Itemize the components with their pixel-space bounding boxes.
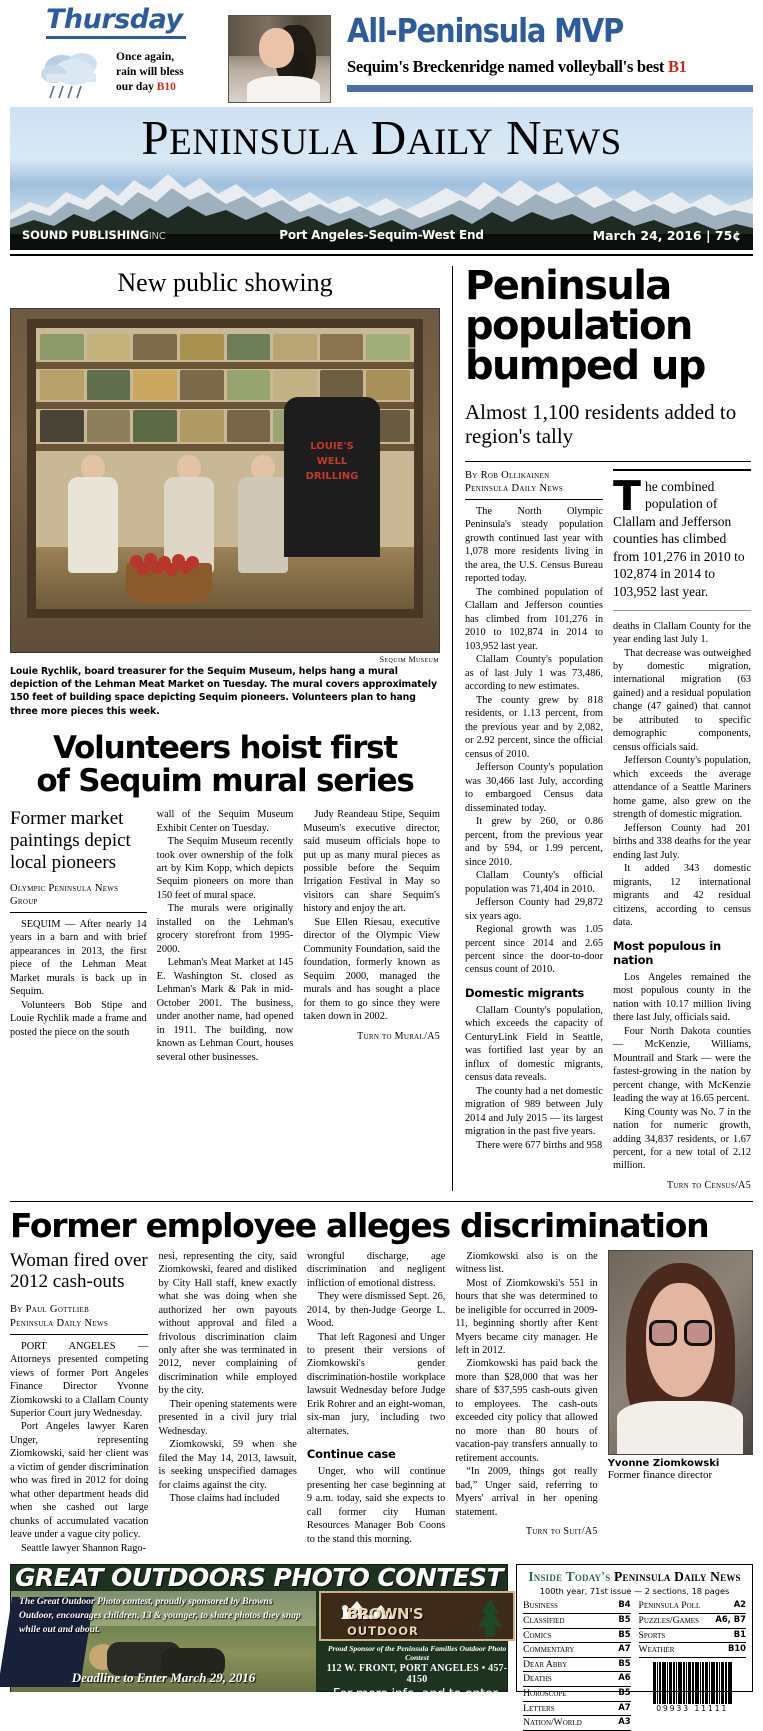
index-row[interactable]	[523, 1702, 630, 1717]
sports-promo-subtext	[347, 57, 753, 77]
ziomkowski-portrait	[608, 1250, 753, 1455]
index-row[interactable]	[523, 1629, 630, 1644]
browns-outdoor-logo[interactable]	[319, 1591, 515, 1641]
sports-promo-headline: All-Peninsula MVP	[347, 11, 624, 50]
masthead	[10, 107, 753, 250]
census-subhead-domestic: Domestic migrants	[465, 985, 585, 1000]
index-item-label: Peninsula Poll	[638, 1600, 701, 1612]
discrimination-subhead: Continue case	[306, 1447, 396, 1462]
discrimination-paragraph: Their opening statements were presented in a civil jury trial Wednesday.	[158, 1398, 297, 1437]
ad-deadline: Deadline to Enter March 29, 2016	[71, 1670, 256, 1686]
index-item-page: A3	[618, 1716, 631, 1727]
discrimination-headline: Former employee alleges discrimination	[10, 1205, 709, 1245]
mural-byline: Olympic Peninsula News Group	[10, 882, 119, 908]
census-paragraph: Regional growth was 1.05 percent since 2014 and 2.65 percent since the door-to-door census count of 2010.	[465, 924, 603, 976]
discrimination-turn-line[interactable]: Turn to Suit/A5	[525, 1526, 598, 1538]
census-paragraph: Jefferson County had 29,872 six years ago.	[465, 897, 603, 922]
census-deck: Almost 1,100 residents added to region's tally	[465, 400, 737, 449]
mural-photo-credit: Sequim Museum	[379, 655, 439, 664]
pine-tree-icon	[473, 1597, 507, 1639]
ad-cta-line-2[interactable]: visit peninsuladailynews.com	[327, 1702, 507, 1718]
discrimination-paragraph: That left Ragonesi and Unger to present their versions of Ziomkowski's gender discrimination-hostile workplace lawsuit Wednesday before Judge Erik Rohrer and an eight-woman, six-man jury, including two alternates.	[306, 1331, 446, 1437]
index-item-page: B1	[733, 1628, 746, 1639]
ad-copy: The Great Outdoor Photo contest, proudly sponsored by Browns Outdoor, encourages children, 13 & younger, to share photos they snap while out and about.	[19, 1596, 301, 1636]
browns-outdoor-wordmark	[347, 1607, 423, 1638]
discrimination-paragraph: PORT ANGELES — Attorneys presented competing views of former Port Angeles Finance Director Yvonne Ziomkowski to a Clallam County Superior Court jury Wednesday.	[10, 1340, 149, 1419]
census-column-1	[465, 469, 603, 1191]
census-paragraph: Clallam County's population as of last July 1 was 73,486, according to new estimates.	[465, 654, 603, 693]
census-paragraph: The combined population of Clallam and Jefferson counties has climbed from 101,276 in 2010 to 102,874 in 2014 to 103,952 last year.	[465, 586, 603, 652]
index-item-label: Horoscope	[523, 1687, 567, 1699]
mural-paragraph: wall of the Sequim Museum Exhibit Center on Tuesday.	[156, 809, 294, 834]
discrimination-paragraph: Unger, who will continue presenting her case beginning at 9 a.m. today, said she expects to call former city Human Resources Manager Bob Coons to the stand this morning.	[306, 1466, 446, 1545]
mural-paragraph: The murals were originally installed on the Lehman's grocery storefront from 1995-2000.	[156, 903, 294, 955]
census-subhead-populous: Most populous in nation	[613, 938, 722, 967]
discrimination-byline-author: By Paul Gottlieb	[10, 1304, 90, 1316]
index-title	[523, 1569, 746, 1585]
ad-cta[interactable]	[319, 1687, 515, 1718]
masthead-bottom-rule	[10, 254, 753, 256]
sports-promo-sub-label: Sequim's Breckenridge named volleyball's best	[347, 57, 665, 76]
discrimination-paragraph: Those claims had included	[169, 1493, 280, 1505]
mural-headline-line2: of Sequim mural series	[36, 762, 414, 799]
mural-paragraph: Sue Ellen Riesau, executive director of the Olympic View Community Foundation, said the foundation, formerly known as Sequim 2000, managed the murals and has sought a place for them to go since they were taken down in 2002.	[303, 916, 441, 1023]
mural-paragraph: Judy Reandeau Stipe, Sequim Museum's executive director, said museum officials hope to put up as many mural pieces as possible before the Sequim Irrigation Festival in May so visitors can share Sequim's history and enjoy the art.	[303, 809, 441, 915]
volleyball-player-photo	[228, 15, 331, 103]
mural-story	[10, 266, 453, 1191]
index-item-label: Comics	[523, 1629, 552, 1641]
index-item-page: B5	[618, 1613, 631, 1624]
weather-page-ref[interactable]: B10	[156, 81, 176, 94]
census-byline-rule	[465, 499, 603, 500]
discrimination-paragraph: Seattle lawyer Shannon Rago-	[21, 1542, 146, 1554]
masthead-title-n: N	[506, 110, 543, 165]
discrimination-paragraph: Most of Ziomkowski's 551 in hours that she was determined to be ineligible for occurred in 2009-11, beginning shortly after Kent Myers became city manager. He left in 2012.	[455, 1277, 598, 1356]
mural-paragraph: SEQUIM — After nearly 14 years in a barn and with brief appearances in 2013, the first piece of the Lehman Meat Market murals is back up in Sequim.	[10, 918, 147, 998]
index-item-label: Commentary	[523, 1644, 575, 1656]
discrimination-paragraph: They were dismissed Sept. 26, 2014, by then-Judge George L. Wood.	[306, 1291, 446, 1330]
index-title-inside: Inside Today's	[528, 1569, 611, 1585]
census-pullquote-text: he combined population of Clallam and Jefferson counties has climbed from 101,276 in 2010 to 102,874 in 2014 to 103,952 last year.	[613, 478, 745, 599]
index-item-label: Letters	[523, 1702, 555, 1714]
masthead-title-eninsula: ENINSULA	[169, 122, 359, 163]
index-row[interactable]	[523, 1672, 630, 1687]
ziomkowski-photo-name: Yvonne Ziomkowski	[607, 1457, 720, 1469]
index-row[interactable]	[523, 1658, 630, 1673]
index-row[interactable]	[639, 1599, 746, 1614]
index-subtitle: 100th year, 71st issue — 2 sections, 18 pages	[539, 1586, 730, 1597]
index-item-label: Business	[523, 1600, 558, 1612]
index-column-left	[523, 1599, 630, 1730]
index-item-label: Deaths	[523, 1673, 552, 1685]
mural-paragraph: Volunteers Bob Stipe and Louie Rychlik made a frame and posted the piece on the south	[10, 999, 147, 1038]
photo-contest-ad[interactable]	[10, 1563, 508, 1718]
index-item-page: B5	[618, 1686, 631, 1697]
mural-kicker: New public showing	[117, 268, 333, 297]
census-pullquote-dropcap: T	[613, 471, 641, 520]
masthead-title-p: P	[141, 110, 170, 165]
discrimination-paragraph: Ziomkowski has paid back the more than $28,000 that was her share of $37,595 cash-outs given to employees. The cash-outs exceeded city policy that allowed no more than 80 hours of vacation-pay transfers annually to retirement accounts.	[455, 1358, 598, 1464]
discrimination-byline-outlet: Peninsula Daily News	[10, 1317, 109, 1329]
discrimination-column-2	[158, 1250, 296, 1556]
census-byline-author: By Rob Ollikainen	[465, 469, 550, 481]
ziomkowski-photo-role: Former finance director	[607, 1468, 713, 1481]
mural-paragraph: Lehman's Meat Market at 145 E. Washington St. closed as Lehman's Mark & Pak in mid-October 2001. The business, under another name, had opened in 1911. The building, now known as Lehman Court, houses several other businesses.	[156, 957, 294, 1063]
inside-today-index	[516, 1564, 753, 1729]
census-headline-line3: bumped up	[465, 343, 705, 389]
index-item-page: B4	[618, 1599, 631, 1610]
browns-line-1: BROWN'S	[347, 1605, 424, 1624]
index-item-label: Nation/World	[523, 1717, 582, 1729]
ad-address: 112 W. FRONT, PORT ANGELES • 457-4150	[326, 1663, 508, 1686]
ad-title: GREAT OUTDOORS PHOTO CONTEST	[15, 1563, 503, 1593]
weather-text	[116, 46, 184, 105]
census-paragraph: That decrease was outweighed by domestic migration, international migration (63 gained) and a residual population change (47 gained) that cannot be attributed to specific demographic components, census officials said.	[613, 647, 751, 753]
index-row[interactable]	[639, 1629, 746, 1644]
census-paragraph: Four North Dakota counties — McKenzie, Williams, Mountrail and Stark — were the fastest-growing in the nation by percent change, with McKenzie leading the way at 16.65 percent.	[613, 1025, 751, 1105]
mural-photo-caption: Louie Rychlik, board treasurer for the Sequim Museum, helps hang a mural depiction of the Lehman Meat Market on Tuesday. The mural covers approximately 150 feet of building space depicting Sequim pioneers. Volunteers plan to hang three more pieces this week.	[10, 666, 437, 717]
index-item-page: A7	[618, 1643, 631, 1654]
discrimination-column-4	[455, 1250, 597, 1556]
census-paragraph: The county grew by 818 residents, or 1.13 percent, from the previous year and by 2,082, or 2.92 percent, since the official census of 2010.	[465, 694, 603, 760]
masthead-footer	[10, 224, 753, 246]
coverage-area-label: Port Angeles-Sequim-West End	[279, 228, 484, 242]
ad-cta-line-1: For more info, and to enter,	[332, 1687, 502, 1703]
census-headline	[465, 263, 751, 389]
discrimination-byline-rule	[10, 1334, 148, 1335]
mural-byline-rule	[10, 912, 147, 913]
census-paragraph: It added 343 domestic migrants, 12 international migrants and 42 residual citizens, according to census data.	[613, 863, 751, 929]
publisher-name: SOUND PUBLISHING	[22, 228, 149, 242]
index-item-page: A2	[733, 1599, 746, 1610]
weather-line-3: our day	[116, 81, 154, 94]
index-item-label: Puzzles/Games	[638, 1614, 699, 1626]
census-headline-line2: population	[465, 303, 692, 349]
index-item-label: Sports	[638, 1629, 666, 1641]
census-paragraph: King County was No. 7 in the nation for numeric growth, adding 34,837 residents, or 1.67 percent, for a new total of 2.12 million.	[613, 1106, 751, 1172]
index-item-page: B10	[727, 1643, 746, 1654]
sports-promo-rule	[347, 85, 753, 92]
mural-photo	[10, 308, 440, 653]
index-item-label: Classified	[523, 1614, 565, 1626]
index-column-right	[639, 1599, 746, 1730]
index-row[interactable]	[523, 1643, 630, 1658]
ad-sponsor-block	[319, 1591, 515, 1718]
index-item-label: Weather	[638, 1644, 675, 1656]
weather-promo[interactable]	[10, 6, 228, 105]
mural-headline-line1: Volunteers hoist first	[52, 729, 398, 766]
weather-line-2: rain will bless	[116, 66, 184, 79]
mural-paragraph: The Sequim Museum recently took over ownership of the folk art by Kim Kopp, which depicts Sequim pioneers on more than 150 feet of mural space.	[156, 836, 294, 901]
census-paragraph: Clallam County's official population was 71,404 in 2010.	[465, 870, 603, 895]
census-paragraph: The county had a net domestic migration of 989 between July 2014 and July 2015 — its largest migration in the past five years.	[465, 1085, 603, 1138]
skybox	[10, 0, 753, 105]
masthead-title	[10, 109, 753, 166]
discrimination-paragraph: Port Angeles lawyer Karen Unger, representing Ziomkowski, said her client was a victim of gender discrimination who was fired in 2012 for doing what other department heads did when she cashed out large chunks of accumulated vacation leave under a vague city policy.	[10, 1421, 149, 1541]
index-row[interactable]	[639, 1643, 746, 1658]
census-paragraph: Clallam County's population, which exceeds the capacity of CenturyLink Field in Seattle, was fortified last year by an influx of domestic migrants, census data reveals.	[465, 1004, 603, 1084]
index-item-label: Dear Abby	[523, 1658, 568, 1670]
barcode-graphic	[639, 1662, 746, 1704]
census-byline-outlet: Peninsula Daily News	[465, 483, 564, 495]
barcode-number: 09933 11111	[656, 1703, 729, 1713]
mural-column-2	[157, 808, 294, 1064]
rain-cloud-icon	[38, 46, 116, 105]
discrimination-paragraph: Ziomkowski, 59 when she filed the May 14, 2013, lawsuit, is seeking unspecified damages for claims against the city.	[158, 1439, 297, 1491]
index-item-page: A6, B7	[715, 1613, 746, 1624]
index-row[interactable]	[523, 1687, 630, 1702]
index-title-paper: Peninsula Daily News	[614, 1569, 741, 1585]
mural-worker-figure: LOUIE'S WELL DRILLING	[284, 397, 380, 557]
section-divider	[10, 1201, 753, 1202]
weather-line-1: Once again,	[116, 51, 175, 63]
census-paragraph: The North Olympic Peninsula's steady population growth continued last year with 1,078 more residents living in the area, the U.S. Census Bureau reported today.	[465, 506, 603, 585]
census-paragraph: Jefferson County's population, which exceeds the average attendance of a Seattle Mariners home game, also grew on the strength of domestic migration.	[613, 755, 751, 821]
mural-turn-line[interactable]: Turn to Mural/A5	[357, 1030, 441, 1042]
discrimination-column-3	[307, 1250, 445, 1556]
index-row[interactable]	[639, 1614, 746, 1629]
census-turn-line[interactable]: Turn to Census/A5	[666, 1179, 751, 1191]
census-headline-line1: Peninsula	[465, 263, 671, 309]
edition-date: March 24, 2016 | 75¢	[592, 227, 741, 243]
masthead-title-d: D	[370, 110, 407, 165]
weather-day-rule	[46, 36, 186, 39]
index-item-page: A6	[618, 1672, 631, 1683]
index-row[interactable]	[523, 1614, 630, 1629]
discrimination-paragraph: nesi, representing the city, said Ziomkowski, feared and disliked by City Hall staff, knew exactly what she was doing when she authorized her own payouts without approval and filed a frivolous discrimination claim only after she was terminated in 2012, never complaining of discrimination while employed by the city.	[158, 1250, 297, 1397]
discrimination-column-1	[10, 1250, 148, 1556]
mural-deck: Former market paintings depict local pioneers	[10, 808, 131, 873]
census-paragraph: It grew by 260, or 0.86 percent, from the previous year and by 594, or 1.99 percent, since 2010.	[465, 816, 603, 868]
sports-promo-page-ref[interactable]: B1	[667, 57, 687, 76]
index-item-page: B5	[618, 1657, 631, 1668]
discrimination-paragraph: Ziomkowski also is on the witness list.	[455, 1250, 598, 1276]
browns-line-2: OUTDOOR	[347, 1623, 419, 1638]
census-paragraph: There were 677 births and 958	[476, 1139, 603, 1151]
census-paragraph: Jefferson County's population was 30,466 last July, according to embargoed Census data disseminated today.	[465, 762, 603, 814]
mural-headline	[10, 729, 440, 799]
publisher-inc: INC	[148, 231, 166, 242]
discrimination-deck: Woman fired over 2012 cash-outs	[10, 1249, 148, 1293]
index-item-page: A7	[618, 1701, 631, 1712]
census-story	[453, 263, 751, 1191]
mural-column-1	[10, 808, 147, 1064]
mural-column-3	[303, 808, 440, 1064]
census-paragraph: Los Angeles remained the most populous county in the nation with 10.17 million living there last July, officials said.	[613, 971, 751, 1024]
ziomkowski-photo-block	[608, 1250, 753, 1556]
masthead-title-aily: AILY	[406, 122, 494, 163]
census-column-2	[613, 469, 751, 1191]
index-row[interactable]	[523, 1716, 630, 1731]
census-rule	[465, 461, 751, 462]
discrimination-paragraph: “In 2009, things got really bad,” Unger said, referring to Myers' arrival in her opening statement.	[455, 1466, 598, 1518]
ad-sponsor-line: Proud Sponsor of the Peninsula Families Outdoor Photo Contest	[327, 1644, 507, 1663]
sports-promo[interactable]	[331, 6, 753, 105]
census-pullquote	[613, 469, 751, 611]
index-item-page: B5	[618, 1628, 631, 1639]
index-row[interactable]	[523, 1599, 630, 1614]
weather-day-label: Thursday	[46, 4, 183, 35]
discrimination-paragraph: wrongful discharge, age discrimination and negligent infliction of emotional distress.	[306, 1250, 446, 1289]
census-paragraph: deaths in Clallam County for the year ending last July 1.	[613, 620, 751, 646]
masthead-title-ews: EWS	[542, 122, 622, 163]
census-paragraph: Jefferson County had 201 births and 338 deaths for the year ending last July.	[613, 822, 751, 861]
